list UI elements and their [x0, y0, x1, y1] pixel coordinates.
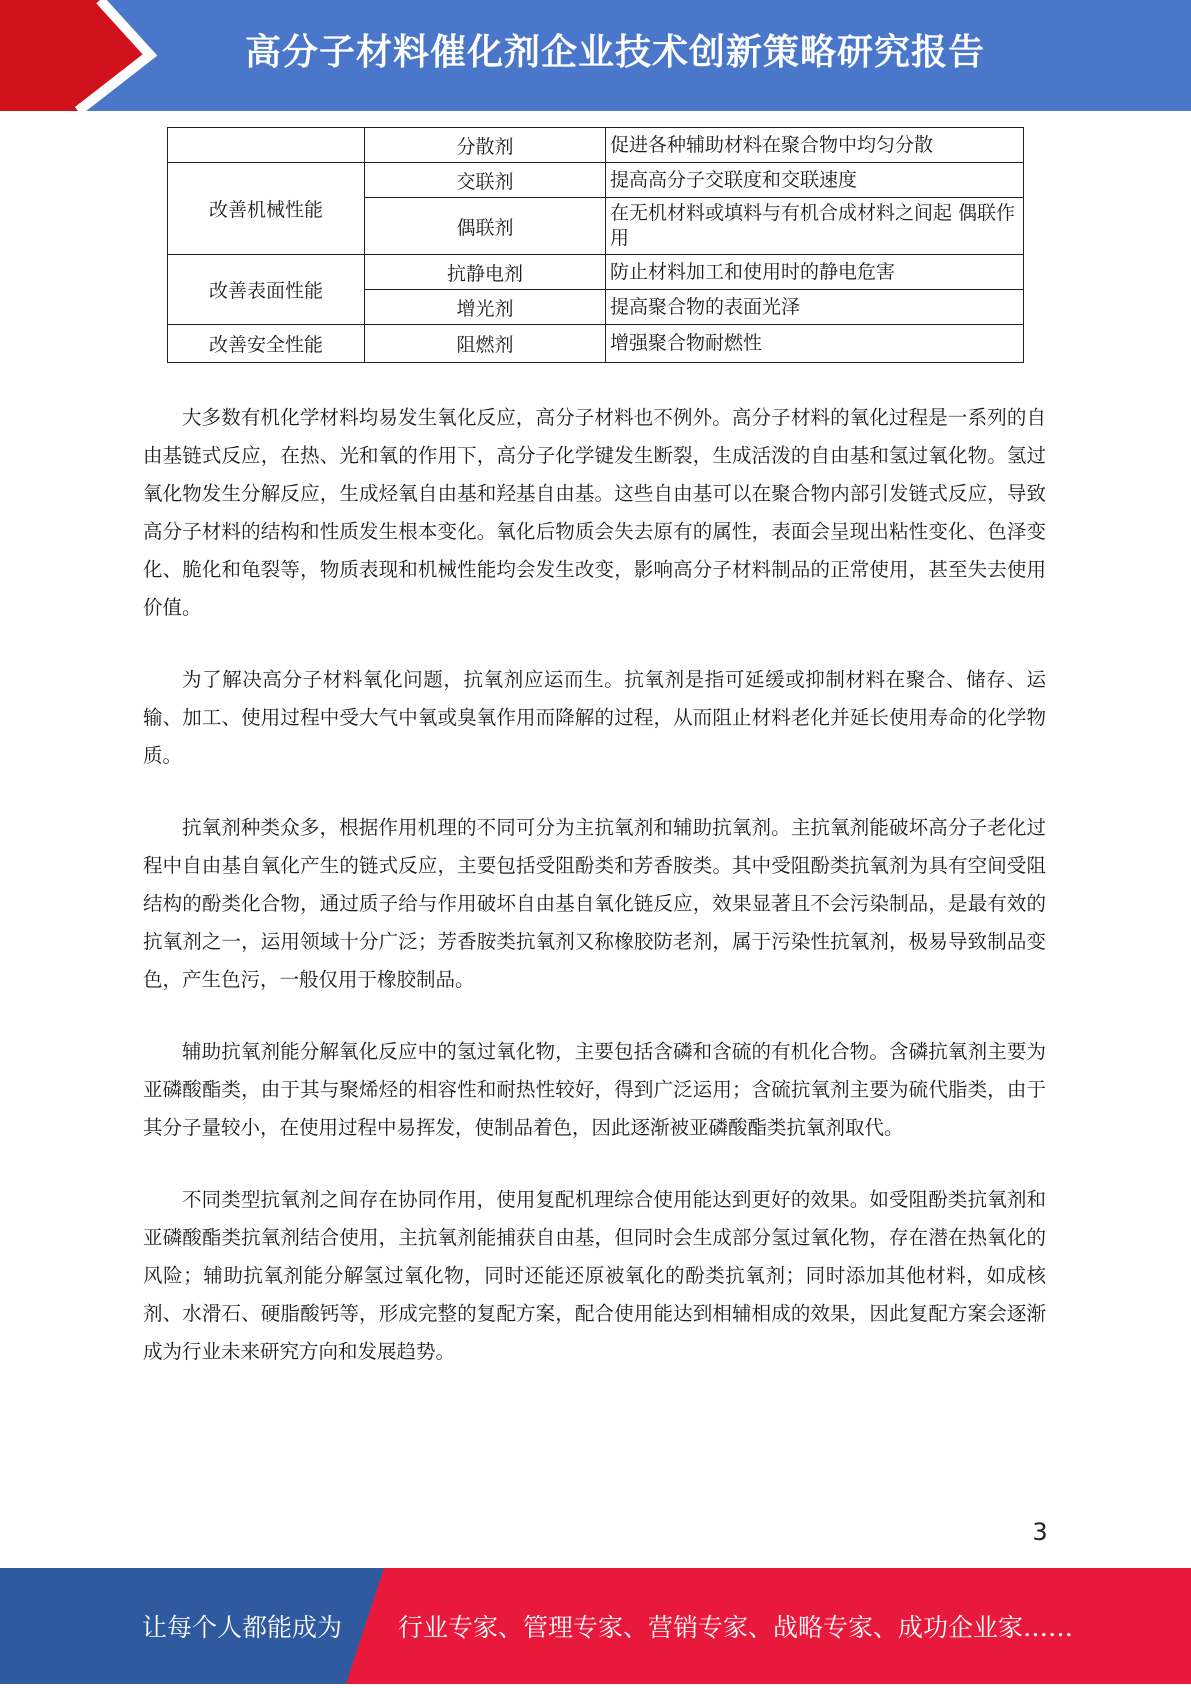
paragraph: 不同类型抗氧剂之间存在协同作用，使用复配机理综合使用能达到更好的效果。如受阻酚类抗氧剂和亚磷酸酯类抗氧剂结合使用，主抗氧剂能捕获自由基，但同时会生成部分氢过氧化物，存在潜在热氧化的风险；辅助抗氧剂能分解氢过氧化物，同时还能还原被氧化的酚类抗氧剂；同时添加其他材料，如成核剂、水滑石、硬脂酸钙等，形成完整的复配方案，配合使用能达到相辅相成的效果，因此复配方案会逐渐成为行业未来研究方向和发展趋势。	[143, 1188, 1046, 1363]
additive-table	[167, 127, 1024, 363]
additive-name-cell: 偶联剂	[365, 198, 606, 255]
additive-desc-cell: 防止材料加工和使用时的静电危害	[606, 255, 1024, 290]
table-row	[168, 325, 1024, 363]
additive-desc-cell: 在无机材料或填料与有机合成材料之间起 偶联作用	[606, 198, 1024, 255]
additive-desc-cell: 提高高分子交联度和交联速度	[606, 163, 1024, 198]
paragraph: 辅助抗氧剂能分解氧化反应中的氢过氧化物，主要包括含磷和含硫的有机化合物。含磷抗氧剂主要为亚磷酸酯类，由于其与聚烯烃的相容性和耐热性较好，得到广泛运用；含硫抗氧剂主要为硫代脂类，由于其分子量较小，在使用过程中易挥发，使制品着色，因此逐渐被亚磷酸酯类抗氧剂取代。	[143, 1040, 1046, 1139]
category-cell: 改善机械性能	[168, 163, 365, 255]
footer-slogan-left: 让每个人都能成为	[142, 1613, 343, 1642]
page-number: 3	[1032, 1518, 1048, 1546]
additive-name-cell: 阻燃剂	[365, 325, 606, 363]
paragraph: 大多数有机化学材料均易发生氧化反应，高分子材料也不例外。高分子材料的氧化过程是一系列的自由基链式反应，在热、光和氧的作用下，高分子化学键发生断裂，生成活泼的自由基和氢过氧化物。氢过氧化物发生分解反应，生成烃氧自由基和羟基自由基。这些自由基可以在聚合物内部引发链式反应，导致高分子材料的结构和性质发生根本变化。氧化后物质会失去原有的属性，表面会呈现出粘性变化、色泽变化、脆化和龟裂等，物质表现和机械性能均会发生改变，影响高分子材料制品的正常使用，甚至失去使用价值。	[143, 406, 1046, 619]
additive-name-cell: 分散剂	[365, 128, 606, 163]
page-footer	[0, 1568, 1191, 1684]
table-row	[168, 255, 1024, 290]
table-row	[168, 128, 1024, 163]
additive-name-cell: 交联剂	[365, 163, 606, 198]
footer-slogan-right: 行业专家、管理专家、营销专家、战略专家、成功企业家……	[398, 1613, 1074, 1642]
category-cell	[168, 128, 365, 163]
additive-name-cell: 增光剂	[365, 290, 606, 325]
additive-name-cell: 抗静电剂	[365, 255, 606, 290]
category-cell: 改善安全性能	[168, 325, 365, 363]
table-row	[168, 163, 1024, 198]
paragraph: 抗氧剂种类众多，根据作用机理的不同可分为主抗氧剂和辅助抗氧剂。主抗氧剂能破坏高分子老化过程中自由基自氧化产生的链式反应，主要包括受阻酚类和芳香胺类。其中受阻酚类抗氧剂为具有空间受阻结构的酚类化合物，通过质子给与作用破坏自由基自氧化链反应，效果显著且不会污染制品，是最有效的抗氧剂之一，运用领域十分广泛；芳香胺类抗氧剂又称橡胶防老剂，属于污染性抗氧剂，极易导致制品变色，产生色污，一般仅用于橡胶制品。	[143, 816, 1046, 991]
additive-desc-cell: 促进各种辅助材料在聚合物中均匀分散	[606, 128, 1024, 163]
body-text	[143, 399, 1046, 1405]
additive-desc-cell: 提高聚合物的表面光泽	[606, 290, 1024, 325]
additive-desc-cell: 增强聚合物耐燃性	[606, 325, 1024, 363]
category-cell: 改善表面性能	[168, 255, 365, 325]
page-header	[0, 0, 1191, 111]
report-title: 高分子材料催化剂企业技术创新策略研究报告	[245, 32, 986, 73]
paragraph: 为了解决高分子材料氧化问题，抗氧剂应运而生。抗氧剂是指可延缓或抑制材料在聚合、储存、运输、加工、使用过程中受大气中氧或臭氧作用而降解的过程，从而阻止材料老化并延长使用寿命的化学物质。	[143, 668, 1046, 767]
